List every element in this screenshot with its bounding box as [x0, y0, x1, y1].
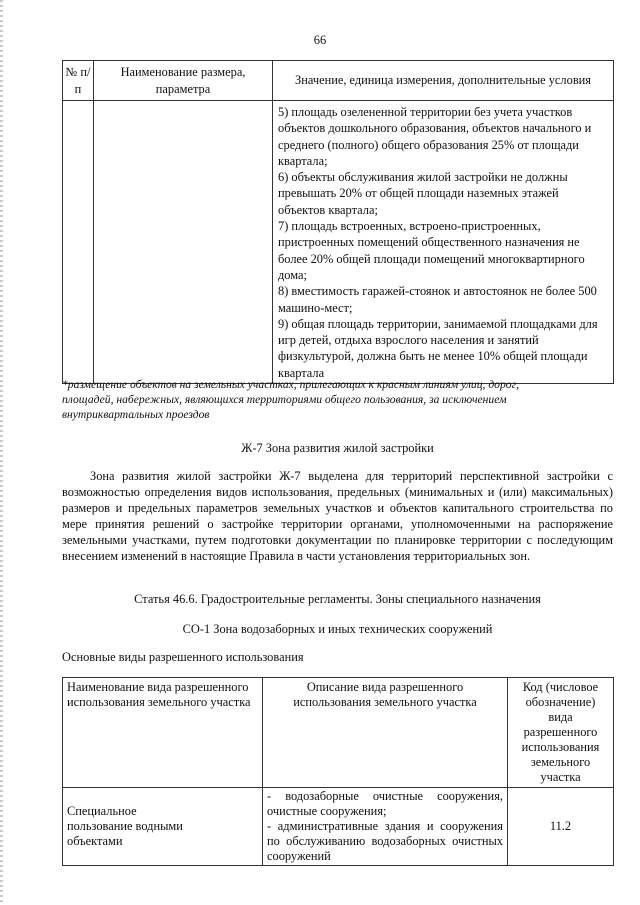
value-item: 7) площадь встроенных, встроено-пристроенных, пристроенных помещений общественного назначения не более 20% общей площади помещений многоквартирного дома;: [278, 219, 585, 282]
header-parameter: Наименование размера, параметра: [94, 61, 273, 101]
value-item: 5) площадь озелененной территории без учета участков объектов дошкольного образования, объектов начального и среднего (полного) общего образования 25% от площади квартала;: [278, 105, 592, 168]
table-row: [63, 101, 614, 384]
cell-value: [273, 101, 614, 384]
cell-use-code: 11.2: [508, 788, 614, 866]
value-item: 6) объекты обслуживания жилой застройки не должны превышать 20% от общей площади наземных этажей объектов квартала;: [278, 170, 568, 217]
cell-parameter: [94, 101, 273, 384]
footnote: *размещение объектов на земельных участках, прилегающих к красным линиям улиц, дорог, площадей, набережных, являющихся территориями общего пользования, за исключением внутриквартальных проездов: [62, 378, 519, 421]
table-header-row: [63, 61, 614, 101]
header-value: Значение, единица измерения, дополнительные условия: [273, 61, 614, 101]
table-row: [63, 788, 614, 866]
cell-use-name: Специальное пользование водными объектами: [63, 788, 263, 866]
scan-edge: [0, 0, 3, 905]
value-item: 8) вместимость гаражей-стоянок и автостоянок не более 500 машино-мест;: [278, 284, 597, 315]
cell-use-description: [263, 788, 508, 866]
zone-paragraph: Зона развития жилой застройки Ж-7 выделена для территорий перспективной застройки с возможностью определения видов использования, предельных (минимальных и (или) максимальных) размеров и предельных параметров земельных участков и объектов капитального строительства по мере принятия решений о застройке территории органами, уполномоченными на распоряжение земельными участками, путем подготовки документации по планировке территории с последующим внесением изменений в настоящие Правила в части установления территориальных зон.: [62, 469, 613, 563]
header-use-description: Описание вида разрешенного использования земельного участка: [263, 678, 508, 788]
zone-heading: Ж-7 Зона развития жилой застройки: [241, 441, 434, 455]
header-number: № п/п: [63, 61, 94, 101]
page-number: 66: [313, 33, 327, 47]
description-item: - водозаборные очистные сооружения, очистные сооружения;: [267, 789, 503, 818]
subzone-heading: СО-1 Зона водозаборных и иных технических сооружений: [182, 622, 493, 636]
header-use-name: Наименование вида разрешенного использования земельного участка: [63, 678, 263, 788]
table-header-row: [63, 678, 614, 788]
description-item: - административные здания и сооружения по обслуживанию водозаборных очистных сооружений: [267, 819, 503, 863]
parameters-table: [62, 60, 614, 384]
permitted-use-table: [62, 677, 614, 866]
value-item: 9) общая площадь территории, занимаемой площадками для игр детей, отдыха взрослого населения и занятий физкультурой, должна быть не менее 10% общей площади квартала: [278, 316, 598, 380]
article-title: Статья 46.6. Градостроительные регламенты. Зоны специального назначения: [134, 592, 541, 606]
section-label: Основные виды разрешенного использования: [62, 650, 304, 664]
header-use-code: Код (числовое обозначение) вида разрешенного использования земельного участка: [508, 678, 614, 788]
cell-number: [63, 101, 94, 384]
